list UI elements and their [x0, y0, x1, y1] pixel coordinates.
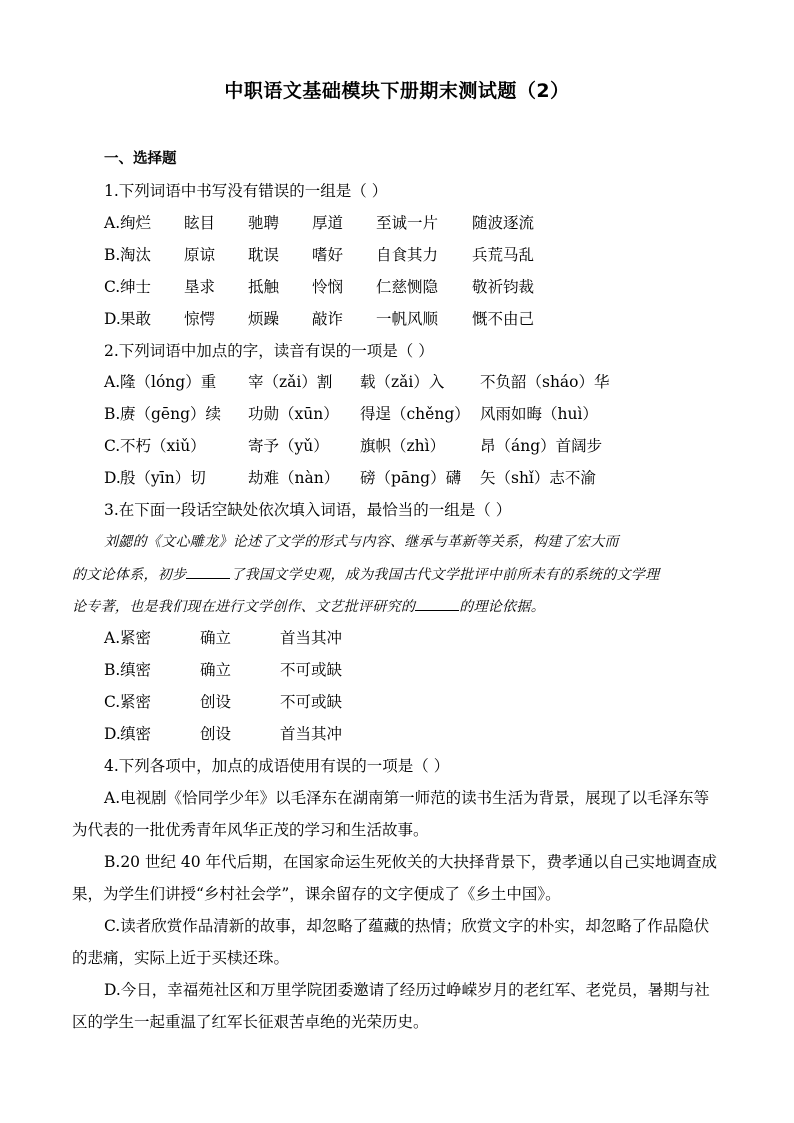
page-title: 中职语文基础模块下册期末测试题（2）: [224, 80, 570, 102]
fill-blank: [415, 596, 459, 611]
q4-option-b-line1: B.20 世纪 40 年代后期，在国家命运生死攸关的大抉择背景下，费孝通以自己实地调查成: [104, 853, 718, 871]
document-page: 中职语文基础模块下册期末测试题（2） 一、选择题 1.下列词语中书写没有错误的一组是（ ） A. 绚烂 眩目 驰聘 厚道 至诚一片 随波逐流 B. 淘汰 原谅 耽误 嗜好 自食其力 兵荒马乱 C. 绅士 垦求 抵触 怜悯 仁慈恻隐 敬祈钧裁 D. 果敢 惊愕 烦躁 敲诈 一帆风顺 慨不由己 2.下列词语中加点的字，读音有误的一项是（ ） A. 隆（lóng）重 宰（zǎi）割 载（zǎi）入 不负韶（sháo）华 B. 赓（gēng）续 功勋（xūn） 得逞（chěng） 风雨如晦（huì） C. 不朽（xiǔ） 寄予（yǔ） 旗帜（zhì） 昂（áng）首阔步 D. 殷（yīn）切 劫难（nàn） 磅（pāng）礴 矢（shǐ）志不渝 3.在下面一段话空缺处依次填入词语，最恰当的一组是（ ） 刘勰的《文心雕龙》论述了文学的形式与内容、继承与革新等关系，构建了宏大而 的文论体系，初步 了我国文学史观，成为我国古代文学批评中前所未有的系统的文学理 论专著，也是我们现在进行文学创作、文艺批评研究的 的理论依据。 A. 紧密 确立 首当其冲 B. 缜密 确立 不可或缺 C. 紧密 创设 不可或缺 D. 缜密 创设 首当其冲 4.下列各项中，加点的成语使用有误的一项是（ ） A.电视剧《恰同学少年》以毛泽东在湖南第一师范的读书生活为背景，展现了以毛泽东等 为代表的一批优秀青年风华正茂的学习和生活故事。 B.20 世纪 40 年代后期，在国家命运生死攸关的大抉择背景下，费孝通以自己实地调查成 果，为学生们讲授“乡村社会学”，课余留存的文字便成了《乡土中国》。 C.读者欣赏作品清新的故事，却忽略了蕴藏的热情；欣赏文字的朴实，却忽略了作品隐伏 的悲痛，实际上近于买椟还珠。 D.今日，幸福苑社区和万里学院团委邀请了经历过峥嵘岁月的老红军、老党员，暑期与社 区的学生一起重温了红军长征艰苦卓绝的光荣历史。: [0, 0, 794, 1123]
q4-option-a-line2: 为代表的一批优秀青年风华正茂的学习和生活故事。: [72, 821, 429, 839]
q4-option-b-line2: 果，为学生们讲授“乡村社会学”，课余留存的文字便成了《乡土中国》。: [72, 885, 561, 903]
q4-option-a-line1: A.电视剧《恰同学少年》以毛泽东在湖南第一师范的读书生活为背景，展现了以毛泽东等: [104, 789, 710, 807]
question-2-stem: 2.下列词语中加点的字，读音有误的一项是（ ）: [104, 342, 434, 360]
q4-option-c-line1: C.读者欣赏作品清新的故事，却忽略了蕴藏的热情；欣赏文字的朴实，却忽略了作品隐伏: [104, 917, 710, 935]
q4-option-d-line1: D.今日，幸福苑社区和万里学院团委邀请了经历过峥嵘岁月的老红军、老党员，暑期与社: [104, 981, 710, 999]
question-4-stem: 4.下列各项中，加点的成语使用有误的一项是（ ）: [104, 757, 450, 775]
section-heading: 一、选择题: [104, 151, 177, 167]
q4-option-d-line2: 区的学生一起重温了红军长征艰苦卓绝的光荣历史。: [72, 1013, 429, 1031]
question-3-stem: 3.在下面一段话空缺处依次填入词语，最恰当的一组是（ ）: [104, 501, 512, 519]
q4-option-c-line2: 的悲痛，实际上近于买椟还珠。: [72, 949, 290, 967]
fill-blank: [186, 564, 230, 579]
question-1-stem: 1.下列词语中书写没有错误的一组是（ ）: [104, 182, 388, 200]
